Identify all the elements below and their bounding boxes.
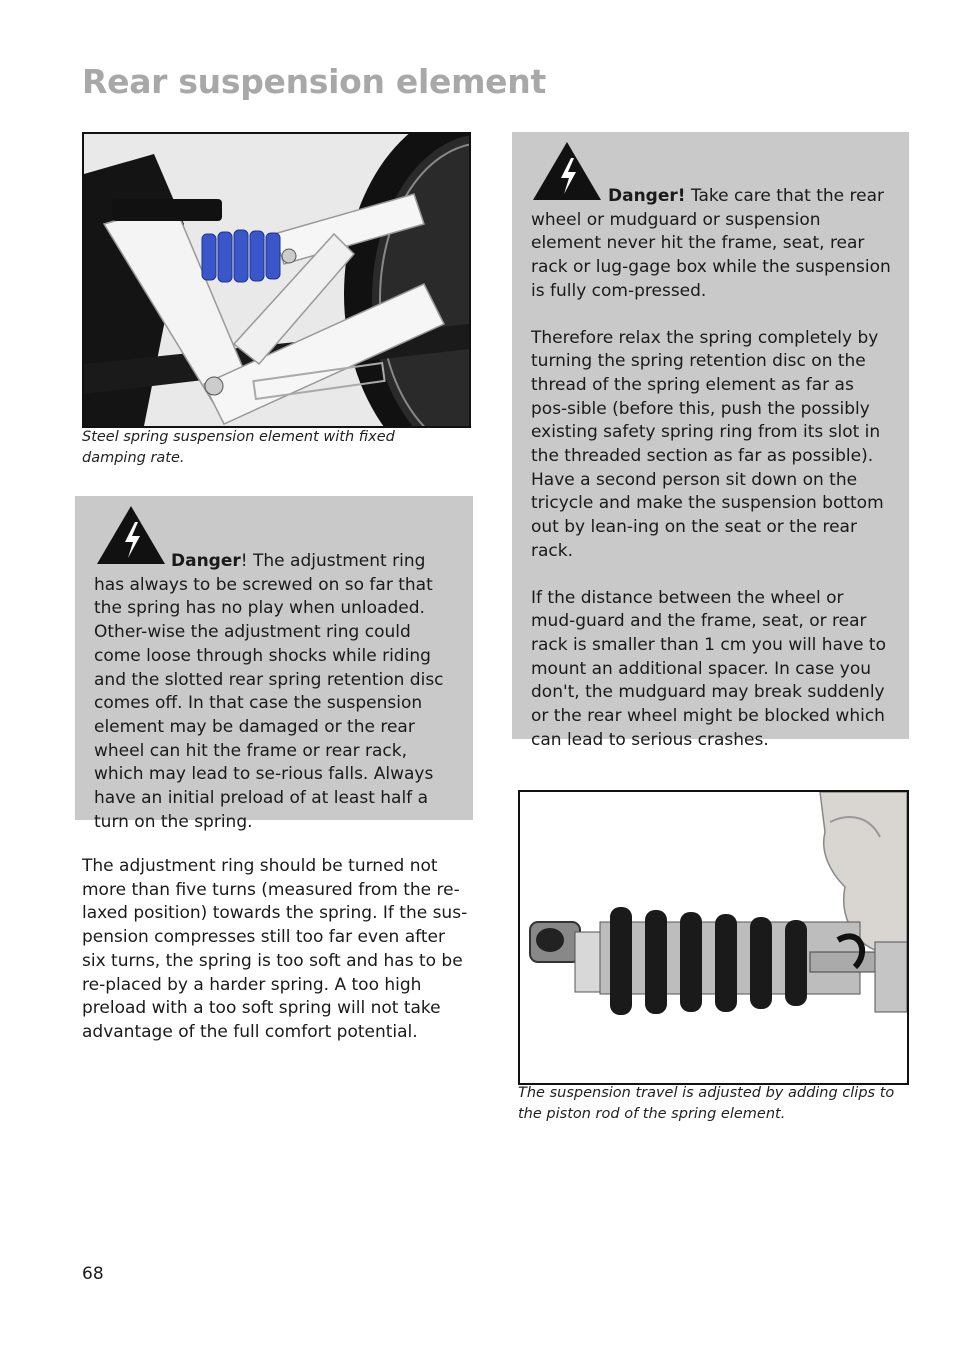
rear-suspension-photo: [82, 132, 471, 428]
shock-absorber-photo-icon: [520, 792, 907, 1083]
rear-suspension-photo-icon: [84, 134, 469, 426]
danger-warning-paragraph-2: Therefore relax the spring completely by turning the spring retention disc on the thread of the spring element as far as pos-sible (before this, push the possibly existing safety spring ring from its slot in the threaded section as far as possible). Have a second person sit down on the tricycle and make the suspension bottom out by lean-ing on the seat or the rear rack.: [531, 327, 884, 561]
page-title: Rear suspension element: [82, 62, 546, 101]
danger-label: Danger: [171, 551, 241, 571]
danger-warning-paragraph-1: Take care that the rear wheel or mudguard or suspension element never hit the frame, seat, rear rack or lug-gage box while the suspension is fully com-pressed.: [531, 186, 891, 301]
body-paragraph: The adjustment ring should be turned not more than five turns (measured from the re-laxed position) towards the spring. If the sus-pension compresses still too far even after six turns, the spring is too soft and has to be re-placed by a harder spring. A too high preload with a too soft spring will not take advantage of the full comfort potential.: [82, 856, 468, 1042]
shock-absorber-photo: [518, 790, 909, 1085]
danger-warning-text-right: [531, 185, 893, 752]
danger-warning-body: ! The adjustment ring has always to be screwed on so far that the spring has no play when unloaded. Other-wise the adjustment ring could come loose through shocks while riding and the slotted rear spring retention disc comes off. In that case the suspension element may be damaged or the rear wheel can hit the frame or rear rack, which may lead to se-rious falls. Always have an initial preload of at least half a turn on the spring.: [94, 551, 444, 832]
danger-warning-box-left: [75, 496, 473, 832]
danger-warning-text-left: [94, 550, 456, 834]
danger-label: Danger!: [608, 186, 686, 206]
bottom-right-photo-caption: The suspension travel is adjusted by adding clips to the piston rod of the spring element.: [518, 1085, 895, 1122]
danger-warning-box-right: [512, 132, 909, 750]
danger-warning-paragraph-3: If the distance between the wheel or mud-guard and the frame, seat, or rear rack is smaller than 1 cm you will have to mount an additional spacer. In case you don't, the mudguard may break suddenly or the rear wheel might be blocked which can lead to serious crashes.: [531, 587, 886, 750]
top-left-photo-caption: Steel spring suspension element with fixed damping rate.: [82, 429, 395, 466]
page-number: 68: [82, 1264, 104, 1284]
